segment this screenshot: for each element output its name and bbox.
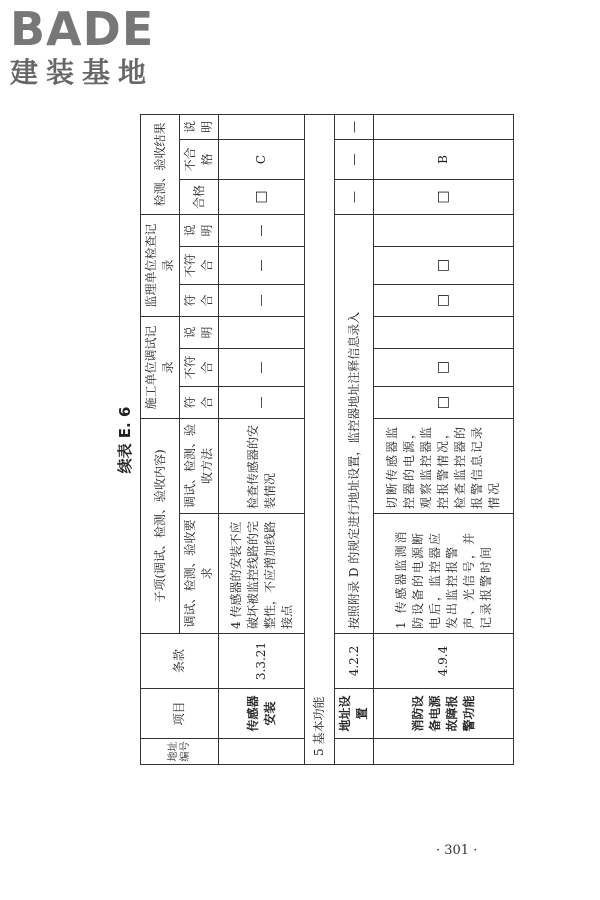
header-row-1 [141,114,180,764]
cell-r-unqualified: — [335,139,374,179]
cell-s-conform: — [219,284,305,316]
header-r-unqualified: 不合格 [180,139,219,179]
table-row [219,114,305,764]
cell-clause: 4.9.4 [374,634,514,689]
cell-address-code [374,739,514,765]
cell-c-nonconform: □ [374,349,514,387]
header-construction-unit: 施工单位调试记录 [141,316,180,418]
cell-s-nonconform: — [219,246,305,284]
logo [10,4,180,90]
cell-clause: 3.3.21 [219,634,305,689]
cell-method: 切断传感器监控器的电源，观察监控器监控报警情况，检查监控器的报警信息记录情况 [374,419,514,514]
header-c-note: 说明 [180,316,219,348]
header-r-note: 说明 [180,114,219,139]
cell-r-note: — [335,114,374,139]
cell-c-conform: □ [374,387,514,419]
header-requirement: 调试、检测、验收要求 [180,514,219,634]
table-title: 续表 E. 6 [116,406,134,474]
cell-method: 检查传感器的安装情况 [219,419,305,514]
cell-r-qualified: — [335,179,374,214]
header-result: 检测、验收结果 [141,114,180,214]
logo-text-en: BADE [10,2,155,56]
section-row [305,114,335,764]
inspection-table [140,114,514,765]
header-supervision-unit: 监理单位检查记录 [141,214,180,316]
cell-r-note [374,114,514,139]
cell-c-nonconform: — [219,349,305,387]
header-method: 调试、检测、验收方法 [180,419,219,514]
cell-clause: 4.2.2 [335,634,374,689]
cell-item: 消防设备电源故障报警功能 [374,689,514,739]
cell-address-code [219,739,305,765]
table-row [335,114,374,764]
header-address-code: 地址编号 [141,739,219,765]
cell-requirement: 1 传感器监测消防设备的电源断电后，监控器应发出监控报警声、光信号，并记录报警时间 [374,514,514,634]
header-sub-item: 子项(调试、检测、验收内容) [141,419,180,634]
cell-item: 传感器安装 [219,689,305,739]
cell-c-note [374,316,514,348]
cell-item: 地址设置 [335,689,374,739]
cell-address-content: 按照附录 D 的规定进行地址设置，监控器地址注释信息录入 [335,214,374,633]
cell-r-unqualified: B [374,139,514,179]
cell-r-note [219,114,305,139]
header-c-nonconform: 不符合 [180,349,219,387]
cell-r-qualified: □ [219,179,305,214]
cell-s-nonconform: □ [374,246,514,284]
table-row [374,114,514,764]
rotated-table-page [112,115,517,765]
cell-s-note [374,214,514,246]
header-item: 项目 [141,689,219,739]
header-clause: 条款 [141,634,219,689]
header-s-note: 说明 [180,214,219,246]
cell-s-conform: □ [374,284,514,316]
cell-requirement: 4 传感器的安装不应破坏被监控线路的完整性，不应增加线路接点 [219,514,305,634]
header-r-qualified: 合格 [180,179,219,214]
cell-s-note: — [219,214,305,246]
cell-c-note [219,316,305,348]
cell-c-conform: — [219,387,305,419]
cell-r-unqualified: C [219,139,305,179]
cell-r-qualified: □ [374,179,514,214]
logo-text-zh: 建装基地 [10,56,155,89]
header-s-nonconform: 不符合 [180,246,219,284]
header-s-conform: 符合 [180,284,219,316]
page-number: · 301 · [436,843,478,858]
header-c-conform: 符合 [180,387,219,419]
section-basic-functions: 5 基本功能 [305,114,335,764]
cell-address-code [335,739,374,765]
